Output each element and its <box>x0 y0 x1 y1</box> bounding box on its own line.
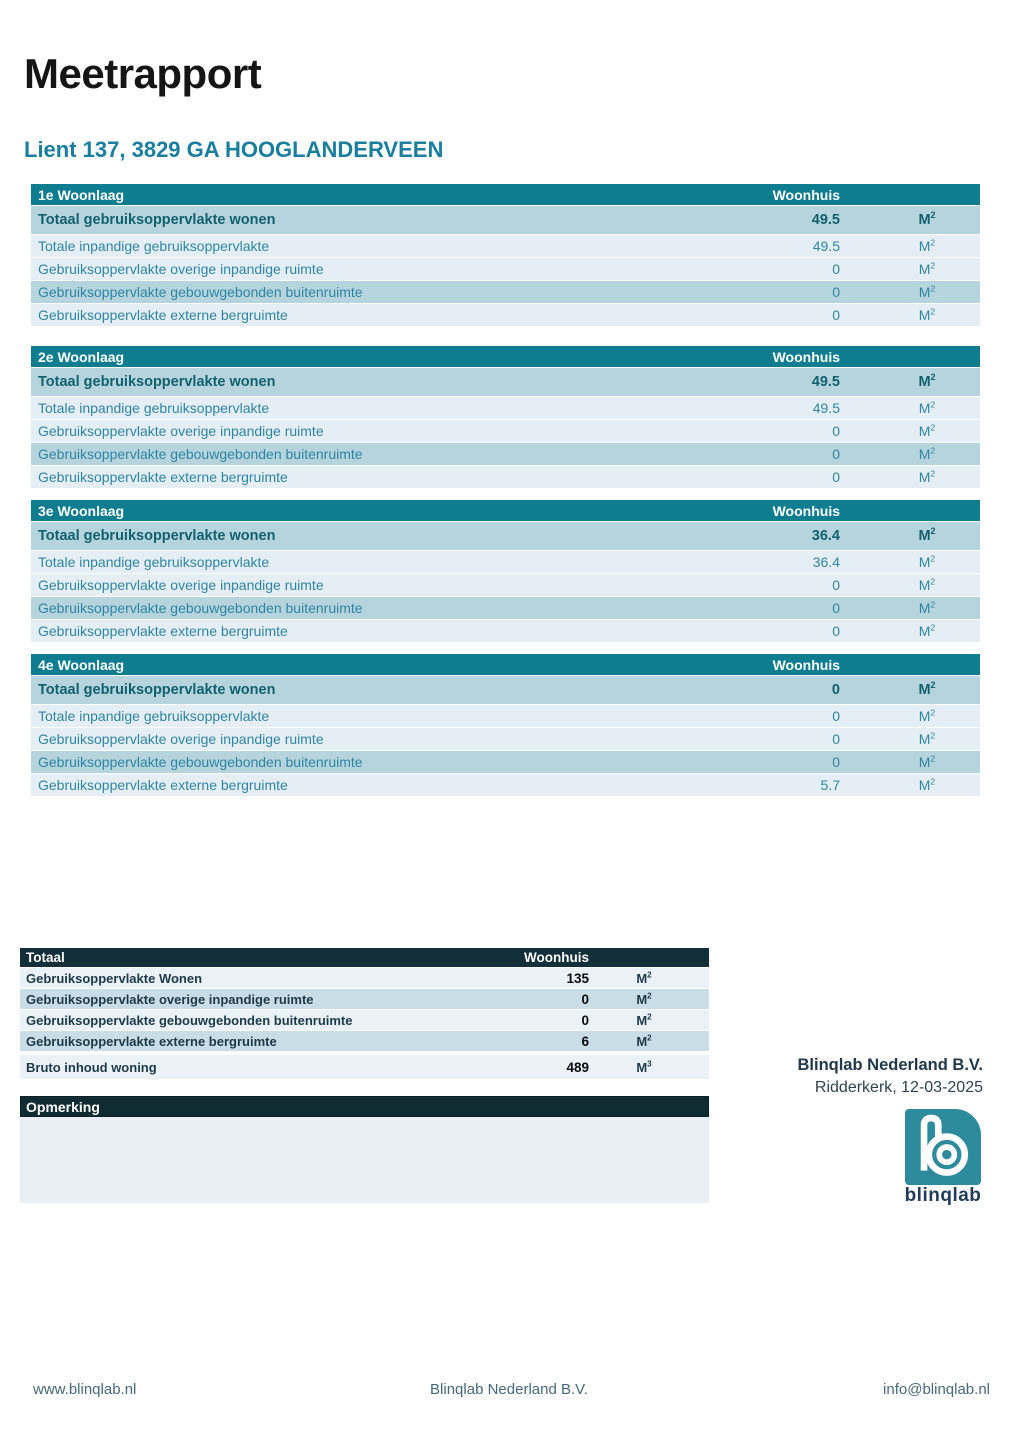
row-label: Gebruiksoppervlakte externe bergruimte <box>38 469 288 485</box>
table-title: Totaal <box>26 950 65 965</box>
row-label: Totaal gebruiksoppervlakte wonen <box>38 682 276 698</box>
row-label: Gebruiksoppervlakte gebouwgebonden buitenruimte <box>38 284 363 300</box>
table-row <box>31 303 980 326</box>
table-title: 4e Woonlaag <box>38 656 125 673</box>
row-label: Totale inpandige gebruiksoppervlakte <box>38 708 270 724</box>
remark-section <box>20 1096 709 1203</box>
table-row <box>31 367 980 396</box>
table-row <box>31 573 980 596</box>
row-label: Totaal gebruiksoppervlakte wonen <box>38 374 276 390</box>
row-label: Gebruiksoppervlakte gebouwgebonden buitenruimte <box>26 1012 353 1028</box>
row-unit: $M^2$ <box>918 445 936 462</box>
row-value: 0 <box>832 577 840 593</box>
row-value: 6 <box>581 1033 589 1049</box>
row-unit: $M^3$ <box>636 1059 652 1075</box>
table-header <box>31 346 980 367</box>
row-label: Gebruiksoppervlakte externe bergruimte <box>38 307 288 323</box>
row-unit: $M^2$ <box>918 260 936 277</box>
row-unit: $M^2$ <box>918 753 936 770</box>
column-header-woonhuis: Woonhuis <box>524 950 589 965</box>
table-title: 2e Woonlaag <box>38 348 125 365</box>
signature-block <box>797 1056 983 1097</box>
row-value: 0 <box>832 754 840 770</box>
row-value: 0 <box>832 307 840 323</box>
table-row <box>20 1009 709 1030</box>
table-header <box>20 948 709 967</box>
row-unit: $M^2$ <box>918 599 936 616</box>
row-value: 0 <box>831 682 840 698</box>
table-header <box>31 500 980 521</box>
signature-company: Blinqlab Nederland B.V. <box>797 1056 983 1074</box>
row-value: 0 <box>832 600 840 616</box>
row-unit: $M^2$ <box>636 970 652 986</box>
row-value: 36.4 <box>812 554 840 570</box>
row-unit: $M^2$ <box>918 422 936 439</box>
table-row <box>31 675 980 704</box>
table-row <box>31 205 980 234</box>
row-value: 0 <box>832 708 840 724</box>
row-unit: $M^2$ <box>918 707 936 724</box>
row-label: Totaal gebruiksoppervlakte wonen <box>38 528 276 544</box>
table-row <box>20 1030 709 1051</box>
row-unit: $M^2$ <box>918 399 936 416</box>
row-unit: $M^2$ <box>636 991 652 1007</box>
row-unit: $M^2$ <box>918 553 936 570</box>
address-subtitle: Lient 137, 3829 GA HOOGLANDERVEEN <box>24 137 444 162</box>
table-row <box>31 773 980 796</box>
table-row <box>31 257 980 280</box>
table-row <box>31 442 980 465</box>
row-unit: $M^2$ <box>918 526 936 544</box>
row-label: Gebruiksoppervlakte overige inpandige ruimte <box>38 423 324 439</box>
row-unit: $M^2$ <box>918 283 936 300</box>
row-label: Gebruiksoppervlakte Wonen <box>26 970 203 986</box>
table-header <box>31 654 980 675</box>
signature-place-date: Ridderkerk, 12-03-2025 <box>814 1079 983 1096</box>
column-header-woonhuis: Woonhuis <box>772 186 840 203</box>
row-label: Gebruiksoppervlakte gebouwgebonden buitenruimte <box>38 754 363 770</box>
blinqlab-wordmark: blinqlab <box>904 1185 982 1206</box>
row-label: Totaal gebruiksoppervlakte wonen <box>38 212 276 228</box>
table-row <box>31 750 980 773</box>
table-title: 3e Woonlaag <box>38 502 125 519</box>
row-unit: $M^2$ <box>918 306 936 323</box>
remark-header: Opmerking <box>20 1096 709 1117</box>
row-unit: $M^2$ <box>918 237 936 254</box>
column-header-woonhuis: Woonhuis <box>772 656 840 673</box>
footer-email-link: info@blinqlab.nl <box>883 1381 990 1398</box>
row-label: Gebruiksoppervlakte externe bergruimte <box>38 777 288 793</box>
table-row <box>31 727 980 750</box>
row-value: 0 <box>832 469 840 485</box>
row-unit: $M^2$ <box>918 468 936 485</box>
row-value: 0 <box>832 261 840 277</box>
table-row <box>31 596 980 619</box>
row-label: Gebruiksoppervlakte gebouwgebonden buitenruimte <box>38 600 363 616</box>
row-unit: $M^2$ <box>918 576 936 593</box>
row-unit: $M^2$ <box>636 1012 652 1028</box>
row-value: 36.4 <box>811 528 840 544</box>
row-value: 0 <box>832 623 840 639</box>
table-row <box>20 1054 709 1079</box>
row-label: Gebruiksoppervlakte overige inpandige ruimte <box>38 731 324 747</box>
table-row <box>31 280 980 303</box>
row-unit: $M^2$ <box>918 210 936 228</box>
row-label: Gebruiksoppervlakte overige inpandige ruimte <box>26 991 314 1007</box>
row-value: 0 <box>832 423 840 439</box>
row-value: 49.5 <box>812 400 840 416</box>
row-value: 489 <box>566 1059 589 1075</box>
table-row <box>31 234 980 257</box>
table-header <box>31 184 980 205</box>
floor-table-1 <box>31 184 980 326</box>
row-unit: $M^2$ <box>636 1033 652 1049</box>
row-value: 135 <box>566 970 589 986</box>
row-unit: $M^2$ <box>918 680 936 698</box>
table-title: 1e Woonlaag <box>38 186 125 203</box>
row-label: Gebruiksoppervlakte overige inpandige ruimte <box>38 261 324 277</box>
row-unit: $M^2$ <box>918 730 936 747</box>
row-label: Gebruiksoppervlakte overige inpandige ruimte <box>38 577 324 593</box>
column-header-woonhuis: Woonhuis <box>772 348 840 365</box>
row-value: 0 <box>832 446 840 462</box>
row-value: 0 <box>832 731 840 747</box>
row-value: 0 <box>581 1012 589 1028</box>
floor-table-3 <box>31 500 980 642</box>
row-label: Gebruiksoppervlakte externe bergruimte <box>38 623 288 639</box>
row-label: Bruto inhoud woning <box>26 1059 157 1075</box>
table-row <box>31 419 980 442</box>
floor-table-2 <box>31 346 980 488</box>
row-label: Totale inpandige gebruiksoppervlakte <box>38 238 270 254</box>
footer-website-link: www.blinqlab.nl <box>33 1381 137 1398</box>
row-value: 49.5 <box>812 238 840 254</box>
page-title: Meetrapport <box>24 50 262 97</box>
table-row <box>31 521 980 550</box>
column-header-woonhuis: Woonhuis <box>772 502 840 519</box>
row-value: 49.5 <box>811 212 840 228</box>
table-row <box>31 619 980 642</box>
row-label: Totale inpandige gebruiksoppervlakte <box>38 400 270 416</box>
row-label: Gebruiksoppervlakte gebouwgebonden buitenruimte <box>38 446 363 462</box>
row-unit: $M^2$ <box>918 372 936 390</box>
footer-company-name: Blinqlab Nederland B.V. <box>430 1381 588 1398</box>
row-unit: $M^2$ <box>918 622 936 639</box>
row-value: 49.5 <box>811 374 840 390</box>
row-value: 0 <box>832 284 840 300</box>
row-value: 5.7 <box>820 777 840 793</box>
blinqlab-logo-icon <box>905 1109 981 1185</box>
table-row <box>20 988 709 1009</box>
table-row <box>31 396 980 419</box>
floor-table-4 <box>31 654 980 796</box>
row-value: 0 <box>581 991 589 1007</box>
row-label: Gebruiksoppervlakte externe bergruimte <box>26 1033 277 1049</box>
table-row <box>20 967 709 988</box>
row-unit: $M^2$ <box>918 776 936 793</box>
remark-body <box>20 1117 709 1203</box>
table-row <box>31 465 980 488</box>
table-row <box>31 704 980 727</box>
totals-table <box>20 948 709 1079</box>
table-row <box>31 550 980 573</box>
row-label: Totale inpandige gebruiksoppervlakte <box>38 554 270 570</box>
